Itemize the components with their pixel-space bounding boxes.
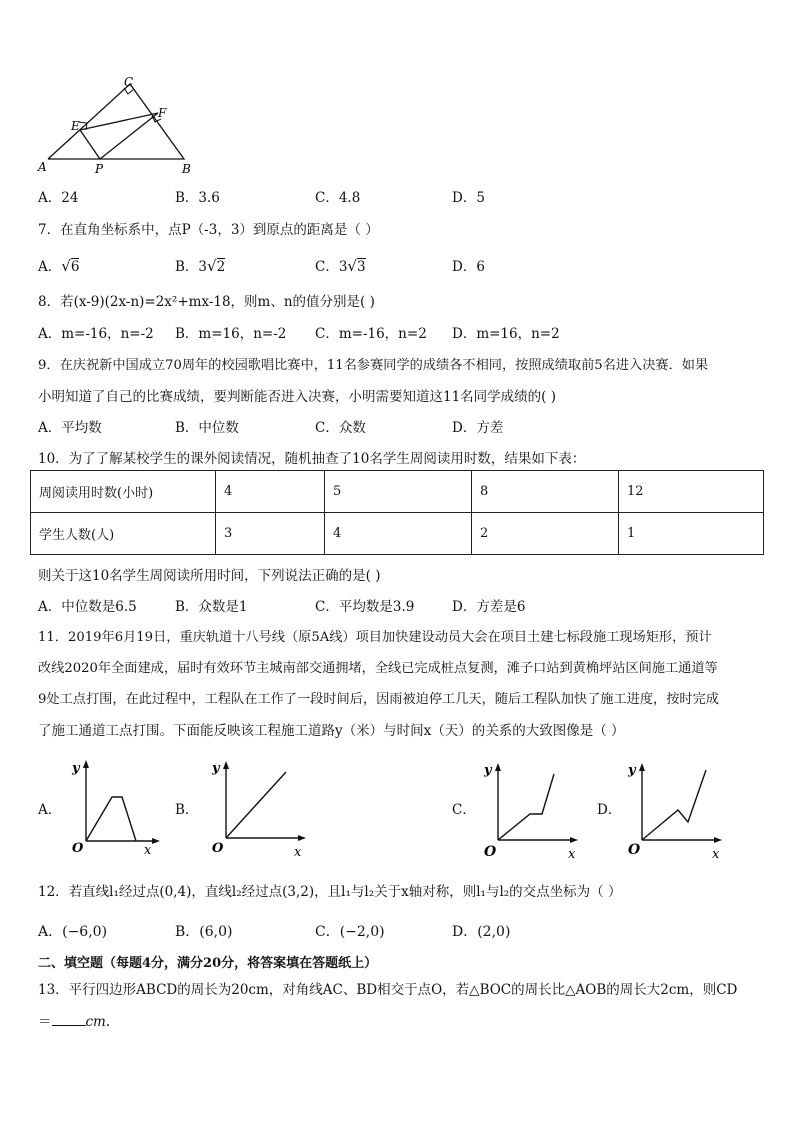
- q8-option-b: B．m=16，n=-2: [175, 326, 287, 342]
- q8-option-a: A．m=-16，n=-2: [38, 326, 154, 342]
- svg-text:x: x: [144, 843, 152, 856]
- q11-option-c-label: C．: [452, 802, 476, 818]
- q11-line2: 改线2020年全面建成，届时有效环节主城南部交通拥堵，全线已完成桩点复测，滩子口站到黄桷坪站区间施工通道等: [38, 661, 718, 676]
- q8-option-c: C．m=-16，n=2: [315, 326, 427, 342]
- svg-text:O: O: [484, 844, 497, 860]
- q12-option-c: C．(−2,0): [315, 924, 385, 940]
- svg-text:y: y: [484, 763, 492, 778]
- q9-option-a: A．平均数: [38, 420, 102, 436]
- section-2-heading: 二、填空题（每题4分，满分20分，将答案填在答题纸上）: [38, 956, 378, 971]
- q11-option-a-label: A．: [38, 802, 62, 818]
- q11-graph-b: [206, 756, 316, 864]
- q7-option-a: A．√6: [38, 257, 80, 275]
- svg-text:x: x: [568, 847, 576, 862]
- q9-stem-line2: 小明知道了自己的比赛成绩，要判断能否进入决赛，小明需要知道这11名同学成绩的( ): [38, 389, 557, 405]
- table-cell: 8: [472, 471, 619, 513]
- svg-text:O: O: [72, 841, 84, 856]
- q10-option-d: D．方差是6: [452, 599, 526, 615]
- label-C: C: [124, 76, 134, 89]
- q12-option-d: D．(2,0): [452, 924, 511, 940]
- table-cell: 4: [325, 513, 472, 555]
- label-A: A: [38, 160, 47, 174]
- q13-line2: ＝ cm.: [38, 1010, 110, 1030]
- svg-text:y: y: [628, 763, 636, 778]
- q6-option-d: D．5: [452, 190, 485, 206]
- q7-option-b: B．3√2: [175, 257, 226, 275]
- q11-option-b-label: B．: [175, 802, 199, 818]
- q12-option-a: A．(−6,0): [38, 924, 108, 940]
- q7-option-c: C．3√3: [315, 257, 366, 275]
- q6-triangle-figure: [34, 76, 204, 176]
- q11-graph-c: [478, 758, 588, 862]
- svg-text:O: O: [628, 842, 641, 858]
- q11-line1: 11．2019年6月19日，重庆轨道十八号线（原5A线）项目加快建设动员大会在项目土建七标段施工现场矩形，预计: [38, 630, 712, 645]
- q6-option-a: A．24: [38, 190, 79, 206]
- svg-text:y: y: [72, 761, 80, 776]
- q11-line4: 了施工通道工点打围。下面能反映该工程施工道路y（米）与时间x（天）的关系的大致图像是（ ）: [38, 723, 625, 739]
- q8-option-d: D．m=16，n=2: [452, 326, 560, 342]
- label-P: P: [95, 162, 104, 176]
- q11-graph-d: [622, 758, 732, 862]
- label-B: B: [182, 162, 191, 176]
- table-cell: 1: [619, 513, 764, 555]
- svg-text:y: y: [212, 761, 220, 776]
- q10-option-c: C．平均数是3.9: [315, 599, 415, 615]
- table-cell: 学生人数(人): [31, 513, 216, 555]
- q6-option-c: C．4.8: [315, 190, 361, 206]
- q10-table: [30, 470, 764, 555]
- q7-stem: 7．在直角坐标系中，点P（-3，3）到原点的距离是（ ）: [38, 222, 379, 238]
- q10-option-b: B．众数是1: [175, 599, 248, 615]
- q13-answer-blank: [52, 1011, 86, 1026]
- label-F: F: [158, 106, 167, 120]
- table-cell: 周阅读用时数(小时): [31, 471, 216, 513]
- svg-text:x: x: [712, 847, 720, 862]
- q13-line1: 13．平行四边形ABCD的周长为20cm，对角线AC、BD相交于点O，若△BOC的周长比△AOB的周长大2cm，则CD: [38, 982, 738, 998]
- svg-text:x: x: [294, 845, 302, 860]
- svg-text:O: O: [212, 841, 224, 856]
- table-row: [31, 471, 764, 513]
- q9-stem-line1: 9．在庆祝新中国成立70周年的校园歌唱比赛中，11名参赛同学的成绩各不相同，按照成绩取前5名进入决赛．如果: [38, 358, 709, 373]
- q9-option-b: B．中位数: [175, 420, 239, 436]
- q10-question: 则关于这10名学生周阅读所用时间，下列说法正确的是( ): [38, 568, 381, 584]
- table-cell: 5: [325, 471, 472, 513]
- q11-line3: 9处工点打围，在此过程中，工程队在工作了一段时间后，因雨被迫停工几天，随后工程队加快了施工进度，按时完成: [38, 692, 719, 707]
- q9-option-d: D．方差: [452, 420, 504, 436]
- table-cell: 3: [216, 513, 325, 555]
- q11-graph-a: [66, 756, 166, 856]
- q6-option-b: B．3.6: [175, 190, 220, 206]
- label-E: E: [71, 119, 80, 133]
- q9-option-c: C．众数: [315, 420, 366, 436]
- table-cell: 12: [619, 471, 764, 513]
- q7-option-d: D．6: [452, 259, 485, 275]
- table-cell: 2: [472, 513, 619, 555]
- table-cell: 4: [216, 471, 325, 513]
- q10-option-a: A．中位数是6.5: [38, 599, 137, 615]
- table-row: [31, 513, 764, 555]
- q10-stem: 10．为了了解某校学生的课外阅读情况，随机抽查了10名学生周阅读用时数，结果如下表：: [38, 451, 586, 467]
- q12-option-b: B．(6,0): [175, 924, 233, 940]
- q12-stem: 12．若直线l₁经过点(0,4)，直线l₂经过点(3,2)，且l₁与l₂关于x轴对称，则l₁与l₂的交点坐标为（ ）: [38, 884, 622, 900]
- q8-stem: 8．若(x-9)(2x-n)=2x²+mx-18，则m、n的值分别是( ): [38, 294, 375, 310]
- q11-option-d-label: D．: [597, 802, 622, 818]
